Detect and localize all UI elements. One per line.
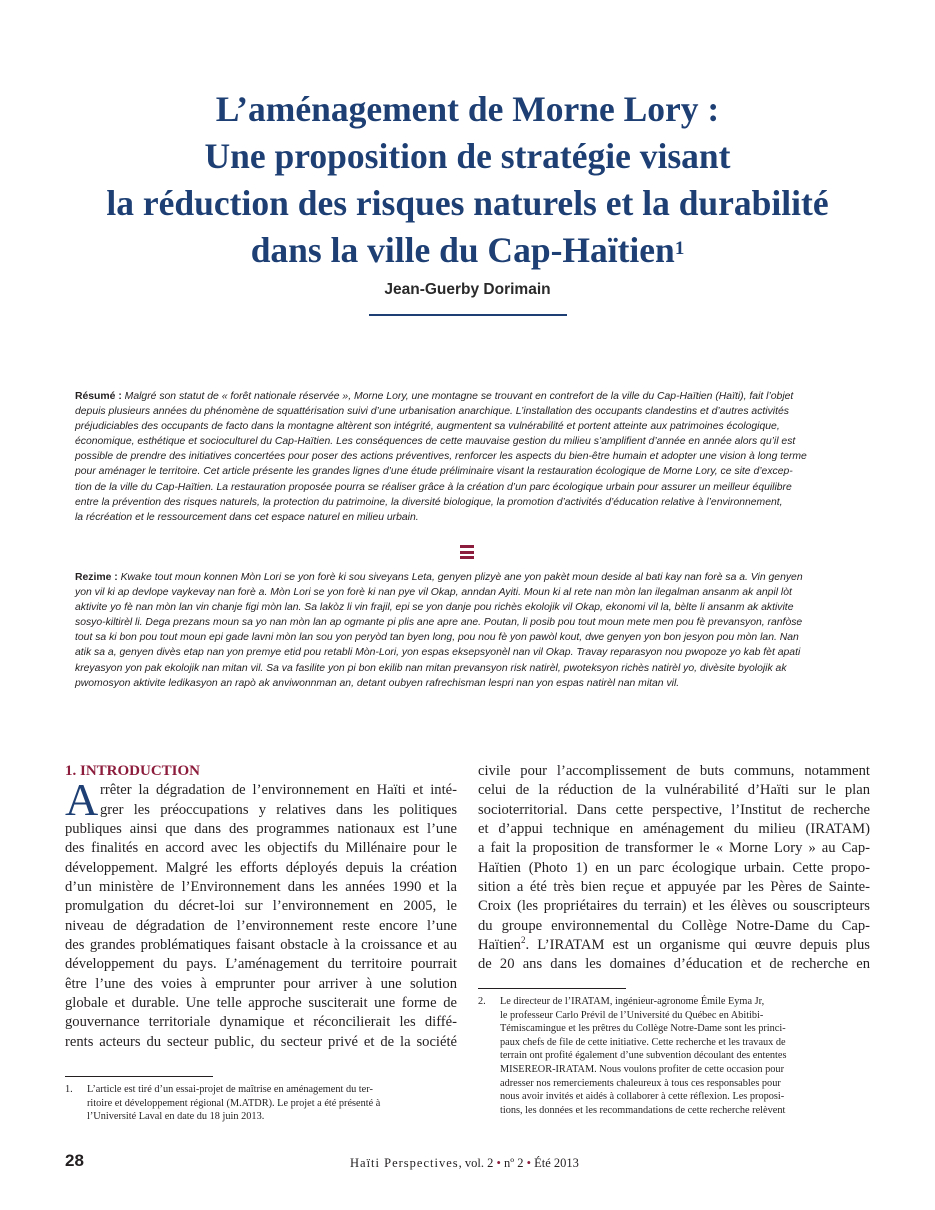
- body-line: développement du pays. L’aménagement du territoire pourrait: [65, 956, 457, 973]
- footnote-line: paux chefs de file de cette initiative. Cette recherche et les travaux de: [500, 1036, 786, 1048]
- body-line: et d’appui technique en aménagement du milieu (IRATAM): [478, 821, 870, 838]
- body-line: des finalités en accord avec les objectifs du Millénaire pour le: [65, 840, 457, 857]
- body-column-left: [65, 762, 457, 1052]
- footnote-line: l’Université Laval en date du 18 juin 2013.: [87, 1111, 265, 1123]
- footnote-line: MISEREOR-IRATAM. Nous voulons profiter de cette occasion pour: [500, 1063, 785, 1075]
- title-line: Une proposition de stratégie visant: [204, 136, 731, 176]
- footnote-2: [478, 995, 870, 1117]
- drop-cap: A: [65, 774, 99, 826]
- title-line-text: dans la ville du Cap-Haïtien: [250, 230, 675, 270]
- abstract-label: Rezime :: [75, 572, 118, 583]
- title-footnote-mark: 1: [674, 238, 685, 259]
- body-line: civile pour l’accomplissement de buts communs, notamment: [478, 763, 870, 779]
- journal-volume: , vol. 2: [458, 1156, 494, 1170]
- abstract-line: aktivite yo fè nan mòn lan vin chanje figi mòn lan. Sa lakòz li vin frajil, epi se yon danje pou richès ekolojik vil Okap, ekonomi vil la, bèlte li ansanm ak aktivite: [75, 602, 794, 614]
- abstract-line: pwomosyon aktivite ledikasyon an rapò ak anviwonnman an, detant oubyen rafrechisman lespri nan yon espas natirèl nan mitan vil.: [75, 677, 680, 689]
- footnote-line: ritoire et développement régional (M.ATDR). Le projet a été présenté à: [87, 1097, 381, 1109]
- section-separator-icon: [460, 545, 474, 559]
- journal-season: Été 2013: [534, 1156, 579, 1170]
- body-line: gouvernance territoriale dynamique et réconcilierait les diffé-: [65, 1014, 457, 1031]
- abstract-creole: [75, 570, 870, 691]
- body-line: niveau de dégradation de l’environnement reste encore l’une: [65, 917, 457, 934]
- footnote-rule: [65, 1076, 213, 1077]
- body-line: grer les préoccupations y relatives dans les politiques: [100, 801, 457, 818]
- abstract-line: la récréation et le ressourcement dans cet espace naturel en milieu urbain.: [75, 511, 419, 523]
- author-underline: [369, 314, 567, 316]
- body-line: socioterritorial. Dans cette perspective, l’Institut de recherche: [478, 801, 870, 818]
- abstract-line: pour aménager le territoire. Cet article présente les grandes lignes d’une étude préliminaire visant la restauration écologique de Morne Lory, ce site d’excep-: [75, 466, 793, 478]
- body-line: sition a été très bien reçue et appuyée par les Pères de Sainte-: [478, 879, 870, 896]
- footer-bullet: •: [526, 1156, 532, 1170]
- body-line: a fait la proposition de transformer le « Morne Lory » au Cap-: [478, 840, 870, 857]
- abstract-line: sosyo-kiltirèl li. Dega prezans moun sa yo nan mòn lan ap ogmante pi plis ane apre ane. Poutan, li posib pou tout moun mete men pou fè prevansyon, ranfòse: [75, 617, 803, 629]
- footnote-line: L’article est tiré d’un essai-projet de maîtrise en aménagement du ter-: [87, 1084, 373, 1095]
- abstract-line: Résumé : Malgré son statut de « forêt nationale réservée », Morne Lory, une montagne se trouvant en contrefort de la ville du Cap-Haïtien (Haïti), fait l’objet: [75, 391, 794, 402]
- body-line: rents acteurs du secteur public, du secteur privé et de la société: [65, 1033, 457, 1050]
- body-line: Croix (les propriétaires du terrain) et les élèves ou souscripteurs: [478, 898, 870, 915]
- running-footer: [350, 1156, 579, 1171]
- abstract-line: préjudiciables des occupants de facto dans la montagne altèrent son intégrité, augmentent sa vulnérabilité et portent atteinte aux patrimoines écologique,: [75, 421, 780, 433]
- abstract-line: yon vil ki ap devlope vaykevay nan forè a. Mòn Lori se yon forè ki nan pye vil Okap, anndan Ayiti. Moun ki al rete nan mòn lan ilegalman ansanm ak anpil lòt: [75, 587, 792, 599]
- body-line: Haïtien$^2$. L’IRATAM est un organisme qui œuvre depuis plus: [478, 935, 870, 954]
- section-heading: 1. INTRODUCTION: [65, 763, 201, 779]
- body-line: Haïtien (Photo 1) en un parc écologique urbain. Cette propo-: [478, 859, 870, 876]
- abstract-line: Rezime : Kwake tout moun konnen Mòn Lori se yon forè ki sou siveyans Leta, genyen plizyè ane yon pakèt moun deside al bati kay nan forè sa a. Vin genyen: [75, 572, 803, 583]
- abstract-line: tout sa ki bon pou tout moun epi gade lavni mòn lan sou yon peryòd tan byen long, pou nou fè yon pawòl kout, dwe genyen yon bon jesyon pou mòn lan. Nan: [75, 632, 799, 644]
- author-name: Jean-Guerby Dorimain: [384, 281, 551, 298]
- body-line: promulgation du décret-loi sur l’environnement en 2005, le: [65, 898, 457, 915]
- page-number: 28: [65, 1151, 84, 1170]
- abstract-line: kreyasyon yon pak ekolojik nan mitan vil. Sa va fasilite yon pi bon ekilib nan mitan prevansyon risk natirèl, pwoteksyon richès natirèl yo, divèsite byolojik ak: [75, 662, 787, 674]
- body-line: globale et durable. Une telle approche susciterait une forme de: [65, 995, 457, 1012]
- footnote-1: [65, 1083, 457, 1124]
- abstract-line: économique, esthétique et socioculturel du Cap-Haïtien. Les conséquences de cette mauvaise gestion du milieu s’amplifient d’année en année alors qu’il est: [75, 436, 796, 448]
- footnote-line: le professeur Carlo Prévil de l’Université du Québec en Abitibi-: [500, 1009, 764, 1021]
- abstract-line: tion de la ville du Cap-Haïtien. La restauration proposée pourra se réaliser grâce à la création d’un parc écologique urbain pour assurer un meilleur équilibre: [75, 481, 792, 493]
- article-title: [40, 86, 895, 274]
- abstract-line: entre la prévention des risques naturels, la protection du patrimoine, la diversité biologique, la promotion d’activités d’éducation relative à l’environnement,: [75, 496, 783, 508]
- body-line: du groupe environnemental du Collège Notre-Dame du Cap-: [478, 917, 870, 934]
- abstract-french: [75, 389, 870, 525]
- footnote-line: tions, les données et les recommandations de cette recherche relèvent: [500, 1104, 786, 1116]
- title-line: la réduction des risques naturels et la durabilité: [106, 183, 829, 223]
- footnote-number: 2.: [478, 996, 486, 1007]
- title-line: [40, 227, 895, 274]
- body-column-right: [478, 762, 870, 975]
- footnote-number: 1.: [65, 1084, 73, 1095]
- footnote-line: Témiscamingue et les prêtres du Collège Notre-Dame sont les princi-: [500, 1023, 786, 1035]
- footnote-line: terrain ont profité également d’une subvention découlant des ententes: [500, 1050, 787, 1062]
- body-line: développement. Malgré les efforts déployés depuis la création: [65, 859, 457, 876]
- body-line: être l’une des voies à emprunter pour arriver à une solution: [65, 975, 457, 992]
- intro-paragraph: [65, 774, 457, 1052]
- footnote-line: Le directeur de l’IRATAM, ingénieur-agronome Émile Eyma Jr,: [500, 996, 765, 1007]
- body-line: des grandes problématiques faisant obstacle à la croissance et au: [65, 937, 457, 954]
- footnote-line: nous avoir invités et aidés à collaborer à cette réflexion. Les proposi-: [500, 1091, 785, 1103]
- body-line: de 20 ans dans les domaines d’éducation et de recherche en: [478, 956, 870, 973]
- title-line: L’aménagement de Morne Lory :: [215, 89, 720, 129]
- body-line: celui de la réduction de la vulnérabilité d’Haïti sur le plan: [478, 782, 870, 799]
- abstract-line: depuis plusieurs années du phénomène de squattérisation suivi d’une urbanisation anarchique. L’installation des occupants clandestins et d’autres activités: [75, 406, 789, 418]
- footnote-rule: [478, 988, 626, 989]
- body-line: d’un ministère de l’Environnement dans les années 1990 et la: [65, 879, 457, 896]
- abstract-label: Résumé :: [75, 391, 122, 402]
- journal-issue: nº 2: [503, 1156, 524, 1170]
- body-line: publiques ainsi que dans des programmes nationaux est l’une: [65, 821, 457, 838]
- footnote-line: adresser nos remerciements chaleureux à tous ces responsables pour: [500, 1077, 781, 1089]
- footnote-reference[interactable]: 2: [520, 935, 526, 946]
- footer-bullet: •: [496, 1156, 501, 1170]
- journal-name: Haïti Perspectives: [350, 1156, 459, 1170]
- body-line: rrêter la dégradation de l’environnement en Haïti et inté-: [100, 782, 457, 799]
- abstract-line: atik sa a, genyen divès etap nan yon premye etid pou retabli Mòn-Lori, yon espas eksepsyonèl nan vil Okap. Travay reparasyon nou pwopoze yo kab fèt apati: [75, 647, 801, 659]
- abstract-line: possible de prendre des initiatives concertées pour poser des actions préventives, renforcer les aspects du bien-être humain et adopter une vision à long terme: [75, 451, 807, 463]
